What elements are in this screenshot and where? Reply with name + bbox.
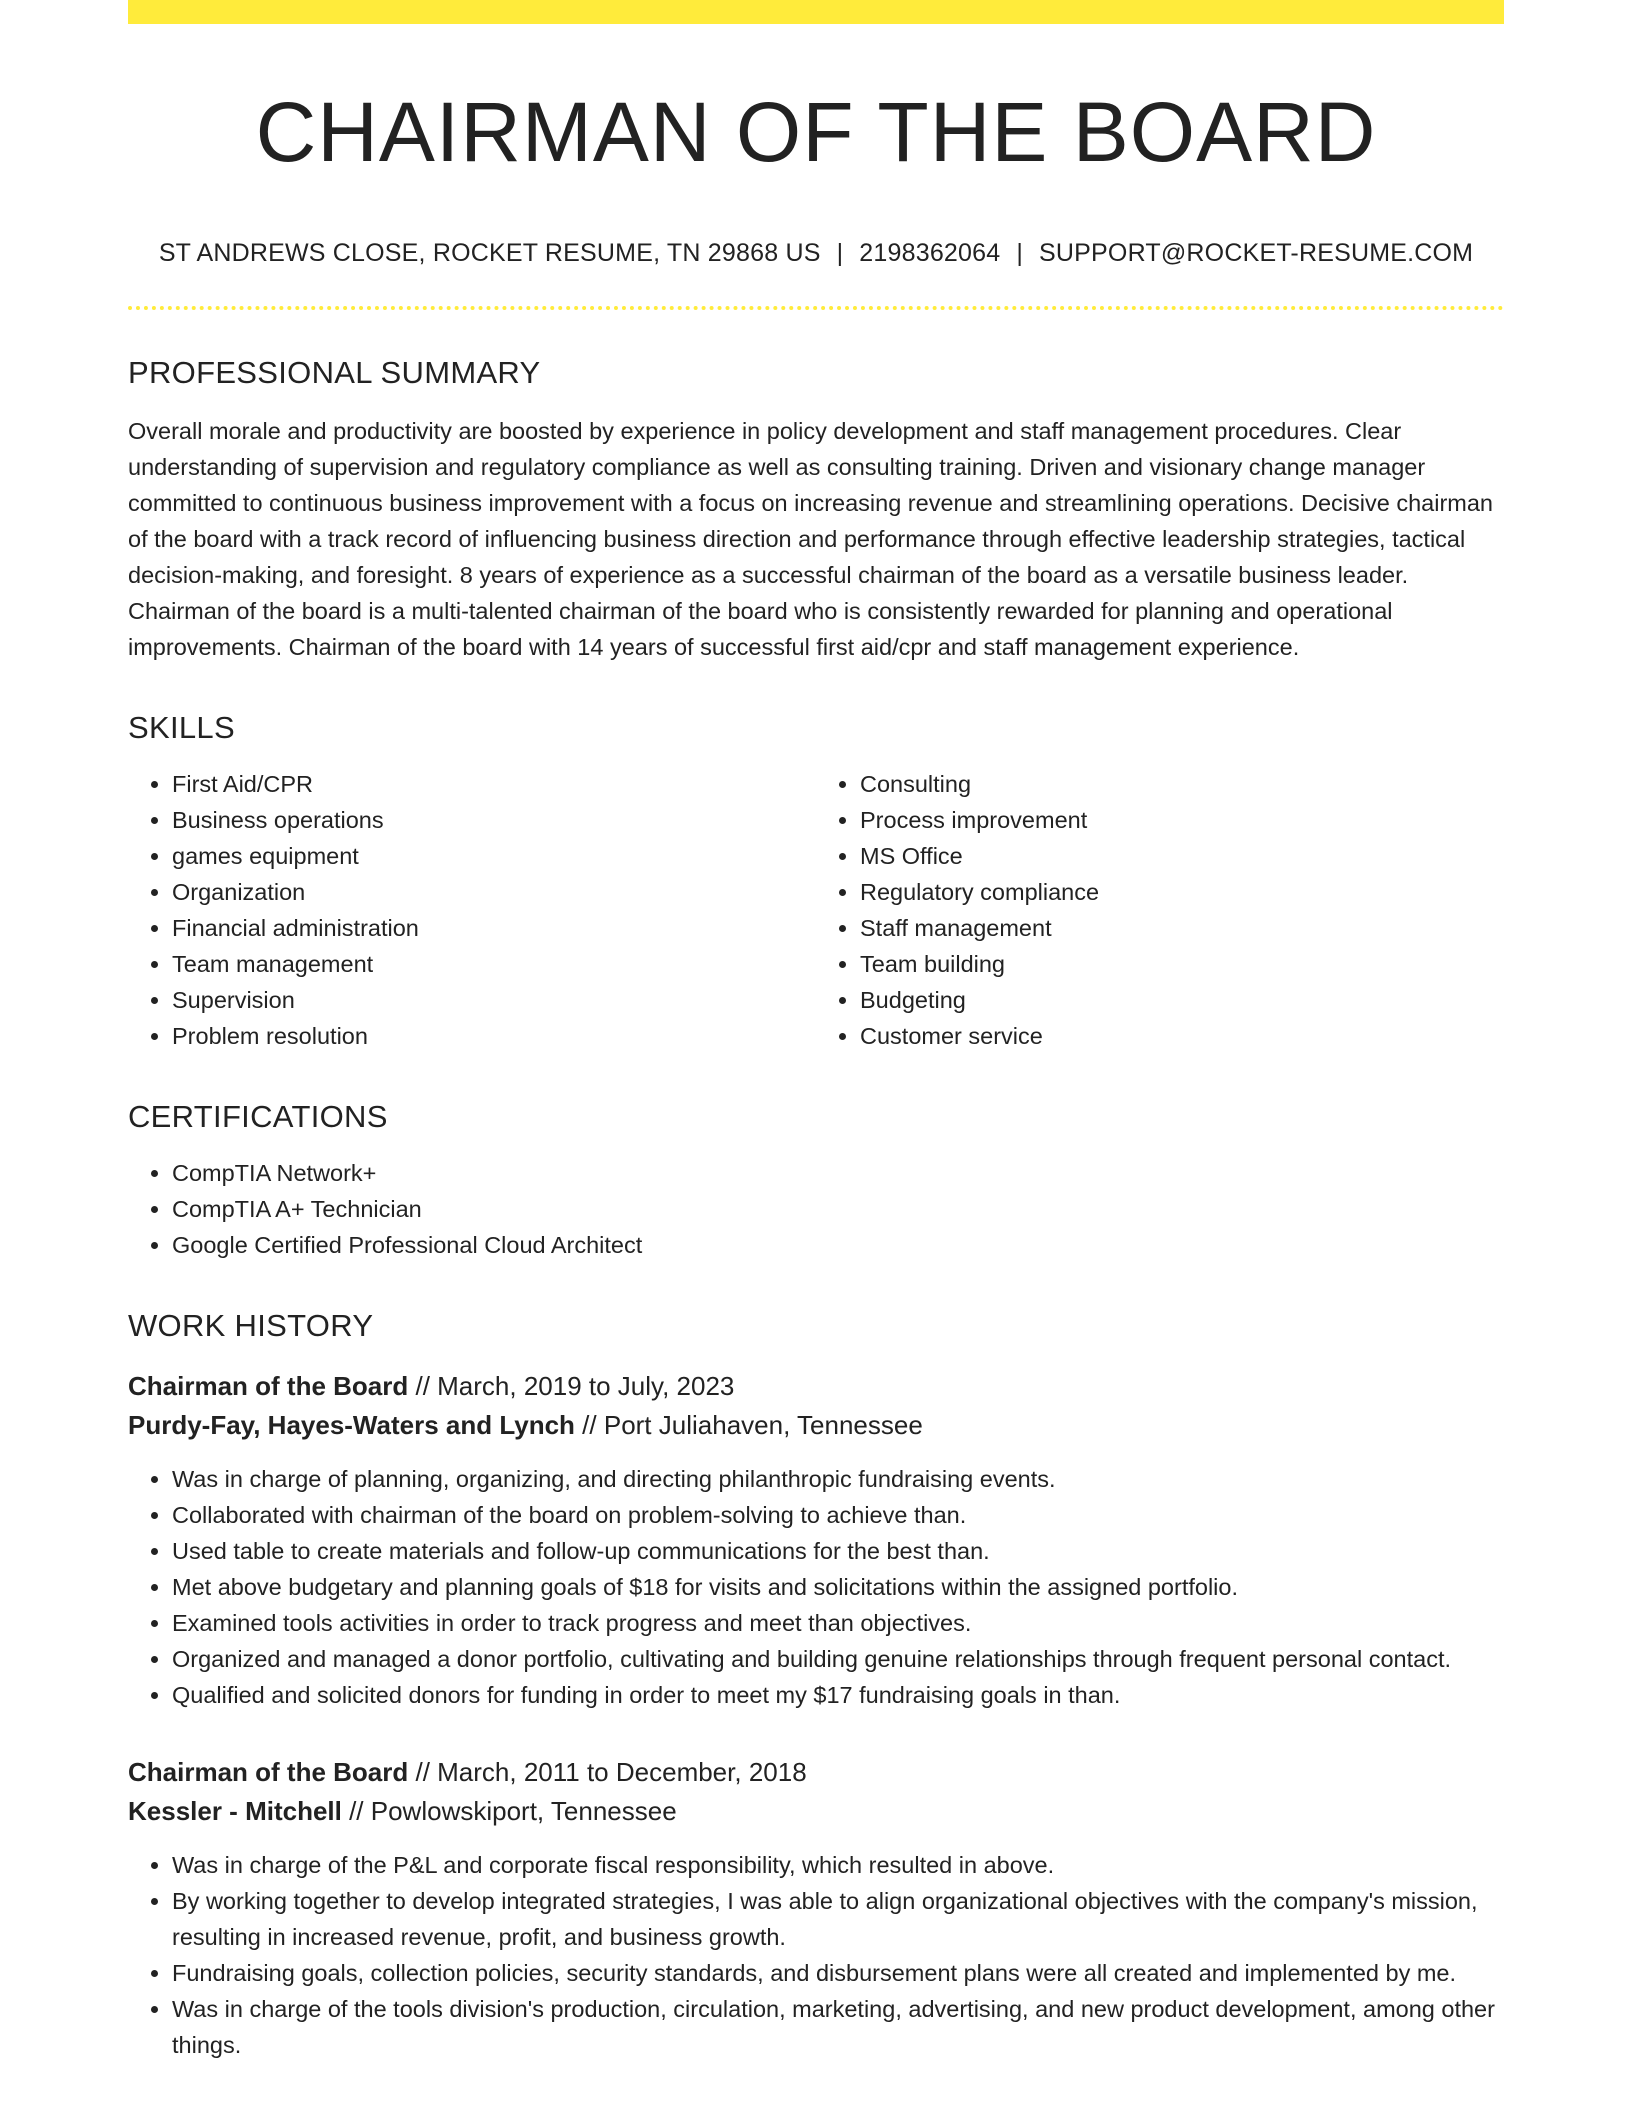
- skills-heading: SKILLS: [128, 709, 235, 745]
- skill-item: • MS Office: [860, 838, 1504, 874]
- job-company: Kessler - Mitchell: [128, 1795, 342, 1826]
- job-bullet: • Collaborated with chairman of the board on problem-solving to achieve than.: [172, 1497, 1504, 1533]
- top-accent-bar: [128, 0, 1504, 24]
- job-company: Purdy-Fay, Hayes-Waters and Lynch: [128, 1409, 575, 1440]
- job-location: // Powlowskiport, Tennessee: [341, 1795, 677, 1826]
- contact-separator: |: [1016, 238, 1024, 267]
- job-bullet: • Was in charge of the P&L and corporate fiscal responsibility, which resulted in above.: [172, 1847, 1504, 1883]
- job-bullet: • By working together to develop integrated strategies, I was able to align organizational objectives with the company's mission, resulting in increased revenue, profit, and business growth.: [172, 1883, 1504, 1955]
- job-entry: [128, 1753, 1504, 2063]
- skill-item: • Organization: [172, 874, 816, 910]
- resume-name: CHAIRMAN OF THE BOARD: [255, 85, 1377, 179]
- resume-page: [128, 0, 1504, 2063]
- skills-right-list: [816, 766, 1504, 1054]
- job-bullet: • Fundraising goals, collection policies, security standards, and disbursement plans were all created and implemented by me.: [172, 1955, 1504, 1991]
- work-history-heading: WORK HISTORY: [128, 1308, 374, 1344]
- contact-line: [128, 239, 1504, 268]
- job-bullet: • Used table to create materials and follow-up communications for the best than.: [172, 1533, 1504, 1569]
- skill-item: • Customer service: [860, 1018, 1504, 1054]
- job-bullet: • Examined tools activities in order to track progress and meet than objectives.: [172, 1605, 1504, 1641]
- job-bullets: [128, 1847, 1504, 2063]
- job-dates: // March, 2019 to July, 2023: [408, 1370, 735, 1401]
- job-title: Chairman of the Board: [128, 1370, 409, 1401]
- job-company-line: [128, 1792, 1504, 1831]
- skill-item: • Process improvement: [860, 802, 1504, 838]
- job-bullet: • Was in charge of planning, organizing, and directing philanthropic fundraising events.: [172, 1461, 1504, 1497]
- contact-email[interactable]: SUPPORT@ROCKET-RESUME.COM: [1039, 238, 1474, 267]
- job-bullets: [128, 1461, 1504, 1713]
- skill-item: • Regulatory compliance: [860, 874, 1504, 910]
- skill-item: • Budgeting: [860, 982, 1504, 1018]
- certifications-list: [128, 1155, 1504, 1263]
- job-bullet: • Organized and managed a donor portfolio, cultivating and building genuine relationships through frequent personal contact.: [172, 1641, 1504, 1677]
- skill-item: • Staff management: [860, 910, 1504, 946]
- skill-item: • Business operations: [172, 802, 816, 838]
- job-bullet: • Qualified and solicited donors for funding in order to meet my $17 fundraising goals in than.: [172, 1677, 1504, 1713]
- certification-item: • CompTIA A+ Technician: [172, 1191, 1504, 1227]
- job-bullet: • Met above budgetary and planning goals of $18 for visits and solicitations within the assigned portfolio.: [172, 1569, 1504, 1605]
- dotted-divider: [128, 306, 1504, 310]
- contact-separator: |: [836, 238, 844, 267]
- certification-item: • Google Certified Professional Cloud Architect: [172, 1227, 1504, 1263]
- skills-left-list: [128, 766, 816, 1054]
- contact-phone: 2198362064: [859, 238, 1001, 267]
- job-location: // Port Juliahaven, Tennessee: [574, 1409, 923, 1440]
- skill-item: • Team building: [860, 946, 1504, 982]
- skill-item: • games equipment: [172, 838, 816, 874]
- job-title-line: [128, 1367, 1504, 1406]
- skill-item: • First Aid/CPR: [172, 766, 816, 802]
- job-entry: [128, 1367, 1504, 1713]
- skill-item: • Consulting: [860, 766, 1504, 802]
- skill-item: • Supervision: [172, 982, 816, 1018]
- certifications-heading: CERTIFICATIONS: [128, 1099, 388, 1135]
- summary-text: Overall morale and productivity are boosted by experience in policy development and staff management procedures. Clear understanding of supervision and regulatory compliance as well as consulting training. Driven and visionary change manager committed to continuous business improvement with a focus on increasing revenue and streamlining operations. Decisive chairman of the board with a track record of influencing business direction and performance through effective leadership strategies, tactical decision-making, and foresight. 8 years of experience as a successful chairman of the board as a versatile business leader. Chairman of the board is a multi-talented chairman of the board who is consistently rewarded for planning and operational improvements. Chairman of the board with 14 years of successful first aid/cpr and staff management experience.: [128, 417, 1493, 660]
- summary-heading: PROFESSIONAL SUMMARY: [128, 354, 541, 390]
- job-dates: // March, 2011 to December, 2018: [408, 1756, 807, 1787]
- job-company-line: [128, 1406, 1504, 1445]
- skill-item: • Financial administration: [172, 910, 816, 946]
- job-bullet: • Was in charge of the tools division's production, circulation, marketing, advertising, and new product development, among other things.: [172, 1991, 1504, 2063]
- job-title-line: [128, 1753, 1504, 1792]
- contact-address: ST ANDREWS CLOSE, ROCKET RESUME, TN 29868 US: [158, 238, 821, 267]
- skills-grid: [128, 766, 1504, 1054]
- certification-item: • CompTIA Network+: [172, 1155, 1504, 1191]
- job-title: Chairman of the Board: [128, 1756, 409, 1787]
- skill-item: • Team management: [172, 946, 816, 982]
- skill-item: • Problem resolution: [172, 1018, 816, 1054]
